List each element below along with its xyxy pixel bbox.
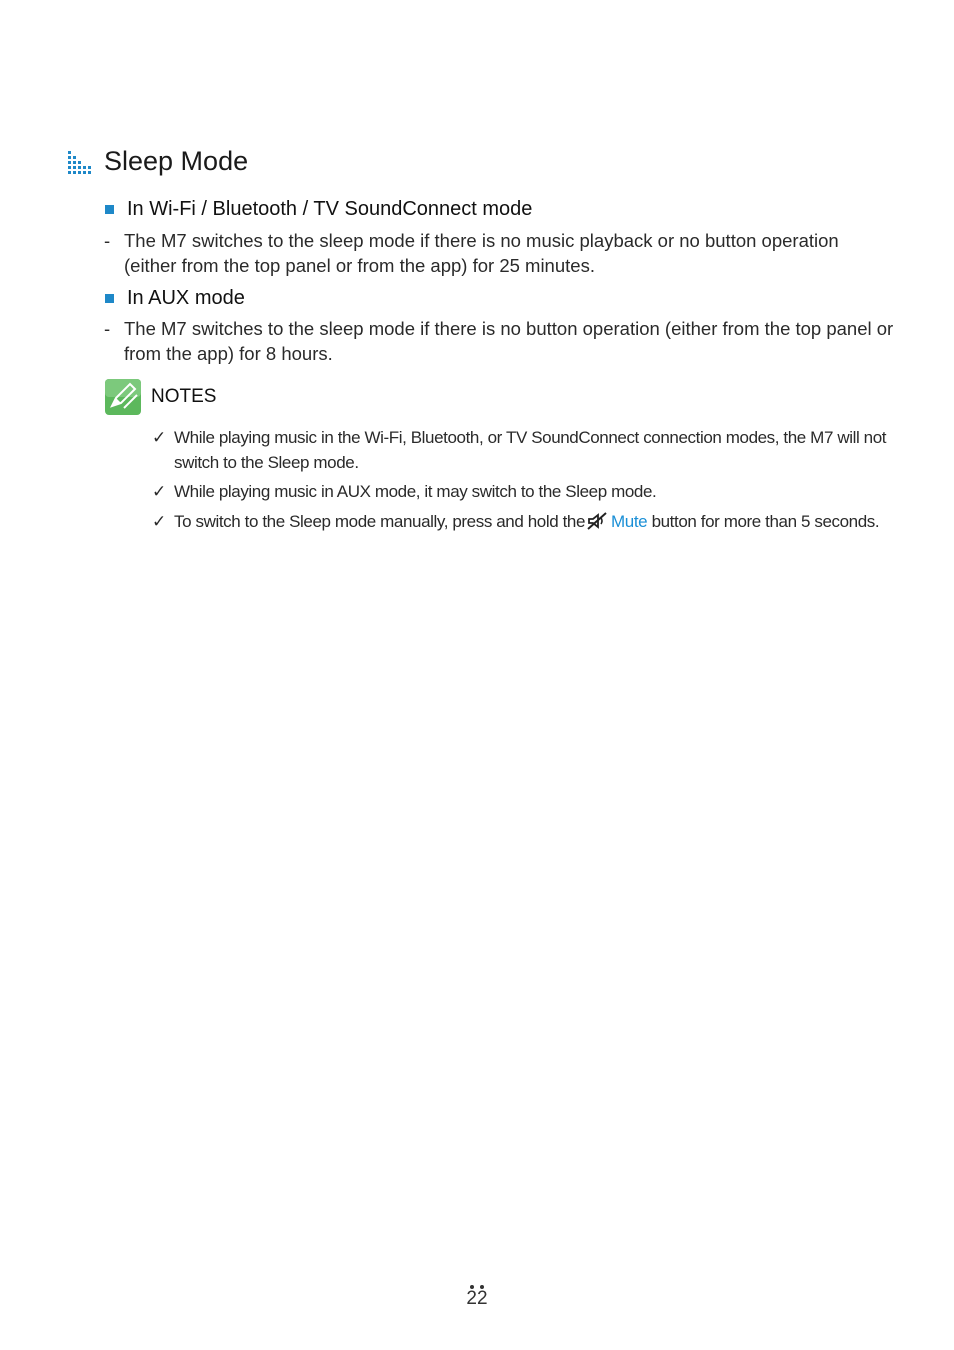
equalizer-icon [68, 149, 94, 175]
dash-bullet: - [104, 230, 111, 251]
note-item [152, 425, 892, 475]
page-title: Sleep Mode [104, 146, 249, 176]
notes-header [104, 378, 216, 416]
mute-icon [587, 512, 607, 530]
check-icon: ✓ [152, 482, 166, 501]
note-item [152, 479, 892, 504]
paragraph-text: The M7 switches to the sleep mode if there is no button operation (either from the top panel or from the app) for 8 hours. [124, 318, 894, 364]
page-title-row [68, 146, 248, 177]
page-number: 22 [466, 1288, 488, 1309]
dash-bullet: - [104, 318, 111, 339]
notes-label: NOTES [151, 386, 217, 407]
note-text-before: To switch to the Sleep mode manually, press and hold the [174, 512, 586, 531]
section-paragraph-wifi [104, 228, 894, 278]
section-heading-wifi [105, 198, 532, 221]
check-icon: ✓ [152, 512, 166, 531]
section-heading-text: In AUX mode [127, 287, 245, 309]
note-text [174, 509, 892, 534]
square-bullet-icon [105, 294, 114, 303]
check-icon: ✓ [152, 428, 166, 447]
section-paragraph-aux [104, 316, 894, 366]
section-heading-text: In Wi-Fi / Bluetooth / TV SoundConnect mode [127, 198, 533, 220]
note-text: While playing music in the Wi-Fi, Bluetooth, or TV SoundConnect connection modes, the M7 will not switch to the Sleep mode. [174, 428, 887, 472]
paragraph-text: The M7 switches to the sleep mode if there is no music playback or no button operation (either from the top panel or from the app) for 25 minutes. [124, 230, 839, 276]
note-text: While playing music in AUX mode, it may switch to the Sleep mode. [174, 482, 657, 501]
mute-button-label: Mute [611, 512, 648, 531]
note-text-after: button for more than 5 seconds. [651, 512, 880, 531]
section-heading-aux [105, 287, 245, 310]
pencil-note-icon [104, 378, 142, 416]
note-item [152, 509, 892, 534]
square-bullet-icon [105, 205, 114, 214]
